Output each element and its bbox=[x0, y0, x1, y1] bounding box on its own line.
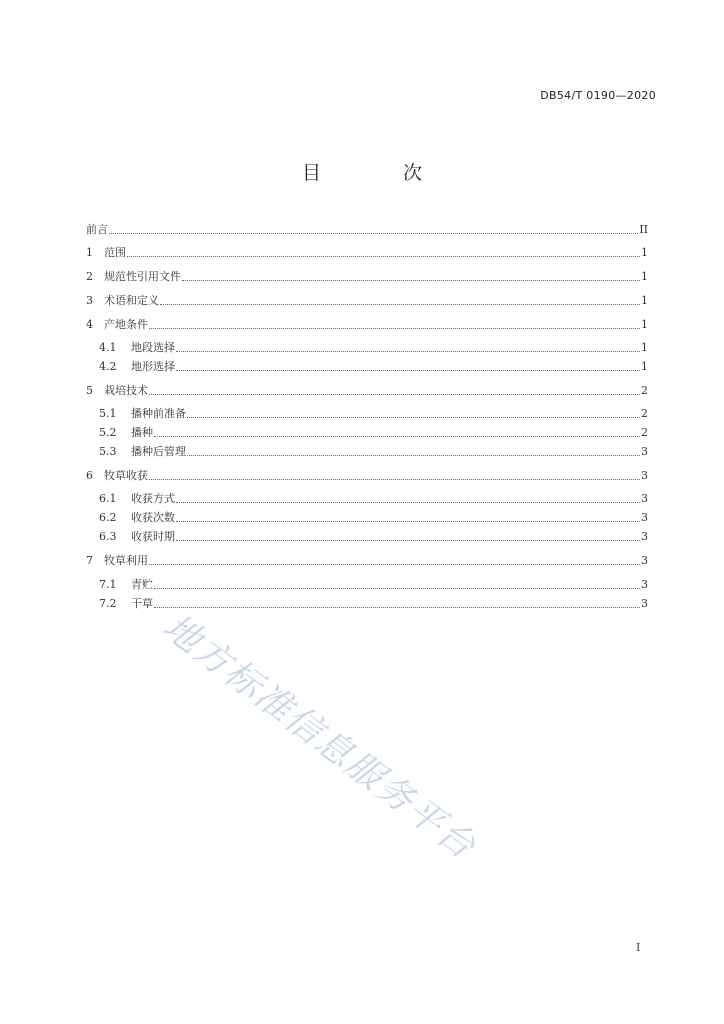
toc-number: 6 bbox=[86, 469, 93, 482]
toc-label: 播种前准备 bbox=[131, 407, 186, 420]
toc-page: 3 bbox=[641, 492, 648, 505]
toc-number: 5 bbox=[86, 384, 93, 397]
dot-leader bbox=[176, 540, 640, 541]
toc-entry-4-1[interactable] bbox=[86, 337, 648, 355]
dot-leader bbox=[149, 479, 640, 480]
toc-page: 1 bbox=[641, 294, 648, 307]
toc-number: 3 bbox=[86, 294, 93, 307]
toc-page: 3 bbox=[641, 554, 648, 567]
dot-leader bbox=[176, 521, 640, 522]
toc-label: 牧草收获 bbox=[104, 469, 148, 482]
toc-label: 牧草利用 bbox=[104, 554, 148, 567]
toc-entry-3[interactable] bbox=[86, 290, 648, 308]
toc-label: 栽培技术 bbox=[104, 384, 148, 397]
toc-page: 2 bbox=[641, 426, 648, 439]
toc-entry-foreword[interactable] bbox=[86, 219, 648, 237]
page-number: I bbox=[636, 941, 641, 954]
toc-page: 3 bbox=[641, 469, 648, 482]
toc-entry-2[interactable] bbox=[86, 266, 648, 284]
toc-number: 5.1 bbox=[99, 407, 117, 420]
toc-number: 7.2 bbox=[99, 597, 117, 610]
toc-number: 1 bbox=[86, 246, 93, 259]
toc-page: 1 bbox=[641, 246, 648, 259]
toc-page: 2 bbox=[641, 407, 648, 420]
toc-page: 1 bbox=[641, 341, 648, 354]
dot-leader bbox=[149, 328, 640, 329]
toc-page: 1 bbox=[641, 270, 648, 283]
dot-leader bbox=[109, 233, 638, 234]
toc-page: 1 bbox=[641, 360, 648, 373]
toc-label: 收获时期 bbox=[131, 530, 175, 543]
toc-label: 青贮 bbox=[131, 578, 153, 591]
toc-page: 3 bbox=[641, 578, 648, 591]
toc-entry-6-1[interactable] bbox=[86, 488, 648, 506]
toc-label: 收获方式 bbox=[131, 492, 175, 505]
toc-entry-7[interactable] bbox=[86, 550, 648, 568]
dot-leader bbox=[149, 394, 640, 395]
toc-number: 6.1 bbox=[99, 492, 117, 505]
toc-entry-5-1[interactable] bbox=[86, 403, 648, 421]
toc-page: II bbox=[639, 223, 648, 236]
toc-label: 地形选择 bbox=[131, 360, 175, 373]
dot-leader bbox=[176, 370, 640, 371]
toc-label: 产地条件 bbox=[104, 318, 148, 331]
toc-number: 7.1 bbox=[99, 578, 117, 591]
dot-leader bbox=[176, 351, 640, 352]
dot-leader bbox=[187, 417, 640, 418]
toc-page: 1 bbox=[641, 318, 648, 331]
toc-label: 地段选择 bbox=[131, 341, 175, 354]
toc-entry-7-1[interactable] bbox=[86, 574, 648, 592]
toc-entry-6[interactable] bbox=[86, 465, 648, 483]
dot-leader bbox=[154, 588, 640, 589]
toc-page: 3 bbox=[641, 445, 648, 458]
toc-label: 规范性引用文件 bbox=[104, 270, 181, 283]
toc-label: 播种后管理 bbox=[131, 445, 186, 458]
toc-entry-4-2[interactable] bbox=[86, 356, 648, 374]
toc-page: 3 bbox=[641, 511, 648, 524]
toc-page: 2 bbox=[641, 384, 648, 397]
toc-number: 6.3 bbox=[99, 530, 117, 543]
toc-entry-4[interactable] bbox=[86, 314, 648, 332]
toc-number: 4.2 bbox=[99, 360, 117, 373]
toc-entry-7-2[interactable] bbox=[86, 593, 648, 611]
toc-number: 5.3 bbox=[99, 445, 117, 458]
dot-leader bbox=[127, 256, 640, 257]
toc-entry-6-2[interactable] bbox=[86, 507, 648, 525]
toc-label: 前言 bbox=[86, 223, 108, 236]
dot-leader bbox=[149, 564, 640, 565]
toc-entry-5-3[interactable] bbox=[86, 441, 648, 459]
dot-leader bbox=[176, 502, 640, 503]
dot-leader bbox=[160, 304, 640, 305]
standard-code: DB54/T 0190—2020 bbox=[540, 89, 656, 102]
toc-number: 2 bbox=[86, 270, 93, 283]
toc-label: 术语和定义 bbox=[104, 294, 159, 307]
toc-number: 7 bbox=[86, 554, 93, 567]
toc-label: 播种 bbox=[131, 426, 153, 439]
dot-leader bbox=[182, 280, 640, 281]
dot-leader bbox=[187, 455, 640, 456]
toc-entry-6-3[interactable] bbox=[86, 526, 648, 544]
toc-number: 6.2 bbox=[99, 511, 117, 524]
page-title: 目 次 bbox=[301, 162, 461, 184]
toc-label: 收获次数 bbox=[131, 511, 175, 524]
toc-page: 3 bbox=[641, 530, 648, 543]
toc-page: 3 bbox=[641, 597, 648, 610]
toc-entry-5-2[interactable] bbox=[86, 422, 648, 440]
toc-entry-1[interactable] bbox=[86, 242, 648, 260]
toc-number: 5.2 bbox=[99, 426, 117, 439]
toc-label: 干草 bbox=[131, 597, 153, 610]
dot-leader bbox=[154, 436, 640, 437]
dot-leader bbox=[154, 607, 640, 608]
toc-entry-5[interactable] bbox=[86, 380, 648, 398]
toc-number: 4.1 bbox=[99, 341, 117, 354]
toc-number: 4 bbox=[86, 318, 93, 331]
toc-label: 范围 bbox=[104, 246, 126, 259]
watermark: 地方标准信息服务平台 bbox=[155, 606, 484, 868]
